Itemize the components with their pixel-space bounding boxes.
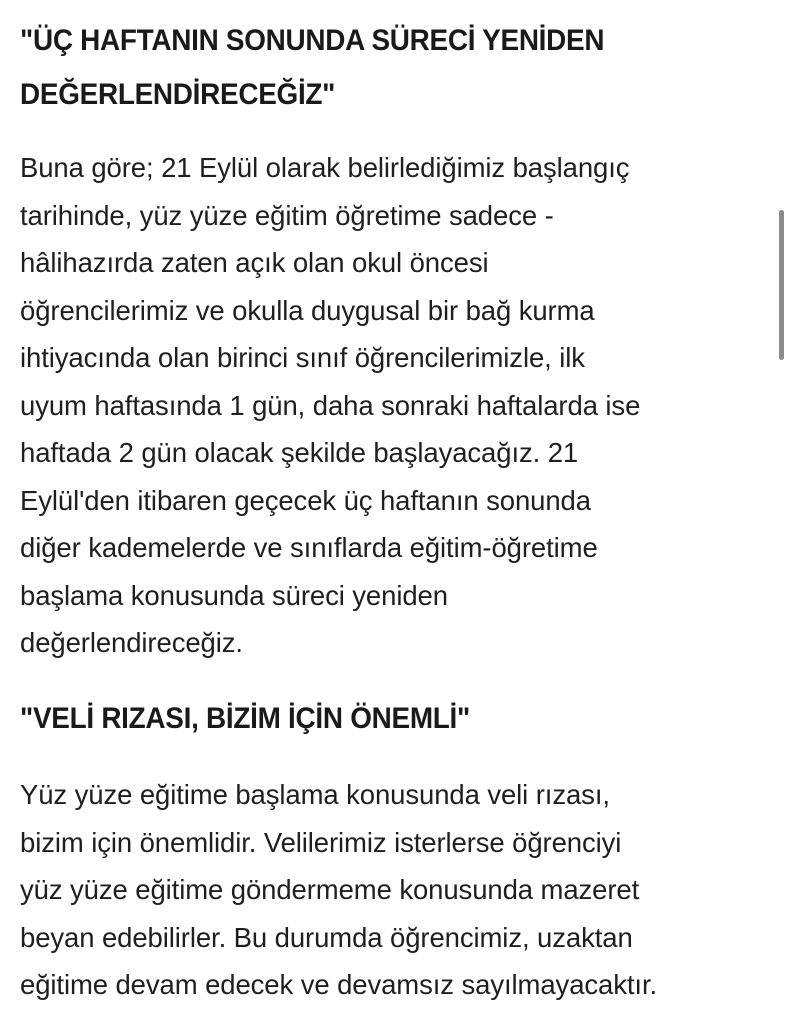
section-paragraph-2 [20, 771, 780, 1009]
section-heading-1 [20, 14, 764, 122]
paragraph-line: Yüz yüze eğitime başlama konusunda veli rızası, [20, 779, 610, 810]
paragraph-line: ihtiyacında olan birinci sınıf öğrencilerimizle, ilk [20, 342, 585, 373]
paragraph-line: başlama konusunda süreci yeniden [20, 579, 448, 611]
paragraph-line: Eylül'den itibaren geçecek üç haftanın sonunda [20, 484, 591, 516]
paragraph-line: beyan edebilirler. Bu durumda öğrencimiz, uzaktan [20, 921, 633, 953]
paragraph-line: hâlihazırda zaten açık olan okul öncesi [20, 247, 489, 278]
paragraph-line: uyum haftasında 1 gün, daha sonraki haftalarda ise [20, 389, 641, 421]
paragraph-line: değerlendireceğiz. [20, 627, 243, 658]
paragraph-line: bizim için önemlidir. Velilerimiz isterlerse öğrenciyi [20, 826, 622, 858]
heading-line: DEĞERLENDİRECEĞİZ" [20, 78, 336, 111]
paragraph-line: tarihinde, yüz yüze eğitim öğretime sadece - [20, 199, 554, 231]
heading-line: "ÜÇ HAFTANIN SONUNDA SÜRECİ YENİDEN [20, 24, 605, 57]
scrollbar-thumb[interactable] [779, 210, 784, 360]
paragraph-line: Buna göre; 21 Eylül olarak belirlediğimiz başlangıç [20, 152, 630, 183]
paragraph-line: diğer kademelerde ve sınıflarda eğitim-öğretime [20, 532, 598, 563]
section-heading-2 [20, 692, 764, 746]
section-paragraph-1 [20, 144, 755, 667]
paragraph-line: öğrencilerimiz ve okulla duygusal bir bağ kurma [20, 294, 595, 326]
paragraph-line: yüz yüze eğitime göndermeme konusunda mazeret [20, 874, 640, 905]
paragraph-line: haftada 2 gün olacak şekilde başlayacağız. 21 [20, 437, 579, 468]
paragraph-line: eğitime devam edecek ve devamsız sayılmayacaktır. [20, 969, 658, 1000]
heading-line: "VELİ RIZASI, BİZİM İÇİN ÖNEMLİ" [20, 702, 470, 735]
